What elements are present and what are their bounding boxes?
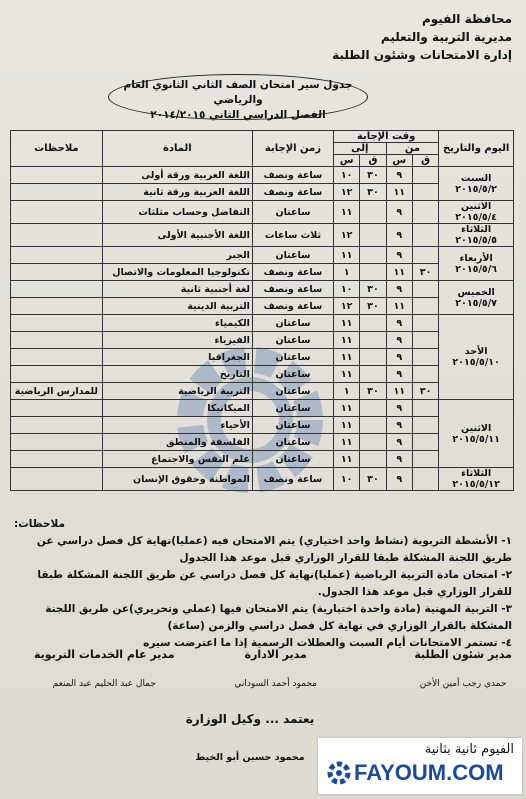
to-minute-cell [360, 201, 386, 224]
to-minute-cell: ٣٠ [360, 298, 386, 315]
from-hour-cell: ٩ [386, 417, 412, 434]
to-hour-cell: ١١ [334, 400, 360, 417]
notes-cell [11, 298, 103, 315]
from-hour-cell: ٩ [386, 167, 412, 184]
to-hour-cell: ١١ [334, 332, 360, 349]
signature-educational-services [34, 648, 175, 689]
day-name: الاثنين [461, 201, 492, 212]
from-minute-cell [412, 315, 438, 332]
table-row [11, 332, 514, 349]
to-minute-cell [360, 332, 386, 349]
table-row [11, 366, 514, 383]
col-to-hour: س [334, 155, 360, 167]
day-name: الثلاثاء [461, 224, 492, 235]
to-minute-cell: ٣٠ [360, 184, 386, 201]
day-cell [439, 247, 514, 281]
subject-cell: التاريخ [102, 366, 252, 383]
col-subject-header: المادة [102, 131, 252, 167]
to-minute-cell [360, 349, 386, 366]
notes-cell [11, 167, 103, 184]
from-minute-cell [412, 281, 438, 298]
table-row [11, 298, 514, 315]
to-minute-cell [360, 366, 386, 383]
notes-cell: للمدارس الرياضية [11, 383, 103, 400]
duration-cell: ساعتان [252, 349, 333, 366]
notes-cell [11, 434, 103, 451]
table-row [11, 201, 514, 224]
from-minute-cell [412, 201, 438, 224]
note-item-4: ٤- تستمر الامتحانات أيام السبت والعطلات الرسمية إذا ما اعترضت سيره [143, 637, 512, 649]
table-row [11, 264, 514, 281]
signature-title: مدير الادارة [244, 648, 307, 661]
gear-logo-icon [326, 760, 352, 786]
from-hour-cell: ٩ [386, 349, 412, 366]
subject-cell: الكيمياء [102, 315, 252, 332]
duration-cell: ساعة ونصف [252, 264, 333, 281]
to-hour-cell: ١١ [334, 451, 360, 468]
duration-cell: ساعتان [252, 332, 333, 349]
to-minute-cell: ٣٠ [360, 167, 386, 184]
from-hour-cell: ٩ [386, 315, 412, 332]
from-hour-cell: ٩ [386, 451, 412, 468]
to-hour-cell: ١١ [334, 349, 360, 366]
to-hour-cell: ١ [334, 383, 360, 400]
signature-department-director [234, 648, 317, 689]
table-row [11, 167, 514, 184]
title-line-2: الفصل الدراسي الثاني ٢٠١٤/٢٠١٥ [150, 109, 326, 121]
signatures-row [14, 648, 512, 700]
duration-cell: ساعتان [252, 400, 333, 417]
duration-cell: ساعتان [252, 366, 333, 383]
day-cell [439, 315, 514, 400]
col-from-hour: س [386, 155, 412, 167]
from-hour-cell: ١١ [386, 184, 412, 201]
from-minute-cell [412, 332, 438, 349]
col-from-minute: ق [412, 155, 438, 167]
approval-title: يعتمد ... وكيل الوزارة [185, 712, 315, 726]
notes-cell [11, 366, 103, 383]
day-name: الأربعاء [459, 252, 493, 264]
from-minute-cell: ٣٠ [412, 383, 438, 400]
col-notes-header: ملاحظات [11, 131, 103, 167]
day-cell [439, 281, 514, 315]
to-hour-cell: ١٢ [334, 224, 360, 247]
day-cell [439, 167, 514, 201]
to-hour-cell: ١ [334, 264, 360, 281]
from-hour-cell: ٩ [386, 434, 412, 451]
table-row [11, 224, 514, 247]
approval-name: محمود حسين أبو الخيط [195, 752, 305, 763]
table-row [11, 400, 514, 417]
from-minute-cell [412, 349, 438, 366]
day-cell [439, 468, 514, 491]
notes-heading: ملاحظات: [14, 518, 65, 530]
subject-cell: الميكانيكا [102, 400, 252, 417]
subject-cell: الفيزياء [102, 332, 252, 349]
to-hour-cell: ١١ [334, 247, 360, 264]
table-row [11, 315, 514, 332]
from-minute-cell [412, 247, 438, 264]
subject-cell: اللغة الأجنبية الأولى [102, 224, 252, 247]
duration-cell: ساعتان [252, 434, 333, 451]
day-cell [439, 224, 514, 247]
note-item-1: ١- الأنشطة التربوية (نشاط واحد اختياري) يتم الامتحان فيه (عمليا)نهاية كل فصل دراسي عن طريق اللجنة المشكلة طبقا للقرار الوزاري قبل موعد هذا الجدول [36, 535, 512, 564]
to-minute-cell [360, 264, 386, 281]
day-name: الثلاثاء [461, 468, 492, 479]
logo-arabic-text: الفيوم ثانية بثانية [424, 742, 514, 757]
note-item-2: ٢- امتحان مادة التربية الرياضية (عمليا)نهاية كل فصل دراسي عن طريق اللجنة المشكلة طبقا للقرار الوزاري قبل موعد هذا الجدول. [37, 569, 512, 598]
from-hour-cell: ١١ [386, 298, 412, 315]
duration-cell: ساعتان [252, 417, 333, 434]
duration-cell: ساعة ونصف [252, 184, 333, 201]
exam-schedule-table [10, 130, 514, 491]
notes-cell [11, 184, 103, 201]
from-minute-cell [412, 167, 438, 184]
table-row [11, 247, 514, 264]
from-hour-cell: ٩ [386, 224, 412, 247]
col-from-header: من [386, 143, 439, 155]
col-to-header: إلى [334, 143, 387, 155]
day-name: الأحد [464, 346, 488, 357]
from-hour-cell: ١١ [386, 383, 412, 400]
duration-cell: ساعة ونصف [252, 298, 333, 315]
to-hour-cell: ١٠ [334, 167, 360, 184]
to-minute-cell [360, 434, 386, 451]
from-minute-cell [412, 417, 438, 434]
from-minute-cell [412, 468, 438, 491]
notes-cell [11, 224, 103, 247]
to-minute-cell [360, 315, 386, 332]
from-hour-cell: ٩ [386, 247, 412, 264]
day-date: ٢٠١٥/٥/٥ [455, 235, 497, 246]
duration-cell: ساعتان [252, 201, 333, 224]
day-date: ٢٠١٥/٥/١١ [452, 433, 500, 445]
note-item-3: ٣- التربية المهنية (مادة واحدة اختيارية) يتم الامتحان فيها (عملي وتحريري)عن طريق اللجنة المشكلة بالقرار الوزاري في نهاية كل فصل دراسي والزمن (ساعة) [45, 603, 512, 632]
to-minute-cell [360, 400, 386, 417]
from-minute-cell [412, 451, 438, 468]
to-hour-cell: ١٠ [334, 281, 360, 298]
duration-cell: ساعة ونصف [252, 167, 333, 184]
to-minute-cell [360, 224, 386, 247]
subject-cell: الجبر [102, 247, 252, 264]
subject-cell: التربية الرياضية [102, 383, 252, 400]
to-minute-cell [360, 417, 386, 434]
from-minute-cell [412, 224, 438, 247]
col-time-header: وقت الإجابة [334, 131, 439, 143]
to-minute-cell: ٣٠ [360, 383, 386, 400]
table-row [11, 468, 514, 491]
duration-cell: ساعتان [252, 451, 333, 468]
day-name: الخميس [457, 286, 495, 298]
duration-cell: ساعتان [252, 383, 333, 400]
to-hour-cell: ١٠ [334, 468, 360, 491]
duration-cell: ساعتان [252, 315, 333, 332]
duration-cell: ساعة ونصف [252, 281, 333, 298]
table-row [11, 451, 514, 468]
schedule-title [108, 74, 368, 120]
signature-name: محمود أحمد السوداني [234, 679, 317, 689]
notes-cell [11, 417, 103, 434]
to-hour-cell: ١١ [334, 201, 360, 224]
notes-cell [11, 349, 103, 366]
notes-cell [11, 451, 103, 468]
table-row [11, 434, 514, 451]
issuer-header [322, 10, 512, 64]
from-hour-cell: ٩ [386, 468, 412, 491]
notes-cell [11, 400, 103, 417]
duration-cell: ساعتان [252, 247, 333, 264]
subject-cell: لغة أجنبية ثانية [102, 281, 252, 298]
day-date: ٢٠١٥/٥/٢ [455, 183, 497, 195]
table-row [11, 184, 514, 201]
notes-cell [11, 468, 103, 491]
subject-cell: الجغرافيا [102, 349, 252, 366]
to-hour-cell: ١١ [334, 315, 360, 332]
schedule-body [11, 167, 514, 491]
title-line-1: جدول سير امتحان الصف الثاني الثانوي العام والرياضي [123, 79, 353, 106]
signature-name: جمال عبد الحليم عبد المنعم [52, 679, 156, 689]
day-cell [439, 400, 514, 468]
subject-cell: اللغة العربية ورقة ثانية [102, 184, 252, 201]
from-minute-cell [412, 298, 438, 315]
col-day-header: اليوم والتاريخ [439, 131, 514, 167]
notes-cell [11, 281, 103, 298]
to-hour-cell: ١١ [334, 417, 360, 434]
from-hour-cell: ٩ [386, 400, 412, 417]
subject-cell: اللغة العربية ورقة أولى [102, 167, 252, 184]
subject-cell: التفاضل وحساب مثلثات [102, 201, 252, 224]
day-date: ٢٠١٥/٥/٤ [455, 212, 497, 223]
notes-cell [11, 315, 103, 332]
from-hour-cell: ٩ [386, 201, 412, 224]
subject-cell: تكنولوجيا المعلومات والاتصال [102, 264, 252, 281]
to-hour-cell: ١١ [334, 434, 360, 451]
signature-title: مدير عام الخدمات التربوية [34, 648, 175, 661]
from-minute-cell [412, 434, 438, 451]
table-row [11, 349, 514, 366]
logo-english-text: FAYOUM.COM [354, 760, 504, 785]
to-hour-cell: ١١ [334, 366, 360, 383]
from-hour-cell: ١١ [386, 264, 412, 281]
notes-cell [11, 201, 103, 224]
to-minute-cell [360, 451, 386, 468]
subject-cell: الفلسفة والمنطق [102, 434, 252, 451]
notes-cell [11, 247, 103, 264]
from-minute-cell [412, 366, 438, 383]
to-hour-cell: ١٢ [334, 298, 360, 315]
to-minute-cell: ٣٠ [360, 281, 386, 298]
from-hour-cell: ٩ [386, 366, 412, 383]
governorate-line: محافظة الفيوم [421, 12, 512, 26]
directorate-line: مديرية التربية والتعليم [380, 30, 512, 44]
to-hour-cell: ١٢ [334, 184, 360, 201]
from-minute-cell [412, 184, 438, 201]
day-date: ٢٠١٥/٥/٧ [455, 297, 497, 309]
duration-cell: ساعة ونصف [252, 468, 333, 491]
signature-student-affairs [414, 648, 512, 689]
to-minute-cell: ٣٠ [360, 468, 386, 491]
subject-cell: علم النفس والاجتماع [102, 451, 252, 468]
table-row [11, 383, 514, 400]
table-row [11, 417, 514, 434]
day-name: الاثنين [461, 422, 492, 434]
site-logo [318, 738, 522, 794]
signature-title: مدير شئون الطلبة [414, 648, 512, 661]
from-minute-cell [412, 400, 438, 417]
table-row [11, 281, 514, 298]
subject-cell: الأحياء [102, 417, 252, 434]
day-date: ٢٠١٥/٥/١٢ [452, 479, 500, 490]
from-minute-cell: ٣٠ [412, 264, 438, 281]
notes-section [14, 516, 512, 652]
duration-cell: ثلاث ساعات [252, 224, 333, 247]
subject-cell: التربية الدينية [102, 298, 252, 315]
signature-name: حمدي رجب أمين الأخن [419, 679, 507, 689]
day-date: ٢٠١٥/٥/٦ [455, 263, 497, 275]
subject-cell: المواطنة وحقوق الإنسان [102, 468, 252, 491]
day-cell [439, 201, 514, 224]
day-date: ٢٠١٥/٥/١٠ [452, 357, 500, 368]
col-to-minute: ق [360, 155, 386, 167]
day-name: السبت [460, 172, 492, 184]
notes-cell [11, 332, 103, 349]
department-line: إدارة الامتحانات وشئون الطلبة [332, 48, 512, 62]
notes-cell [11, 264, 103, 281]
from-hour-cell: ٩ [386, 332, 412, 349]
from-hour-cell: ٩ [386, 281, 412, 298]
col-duration-header: زمن الإجابة [252, 131, 333, 167]
to-minute-cell [360, 247, 386, 264]
